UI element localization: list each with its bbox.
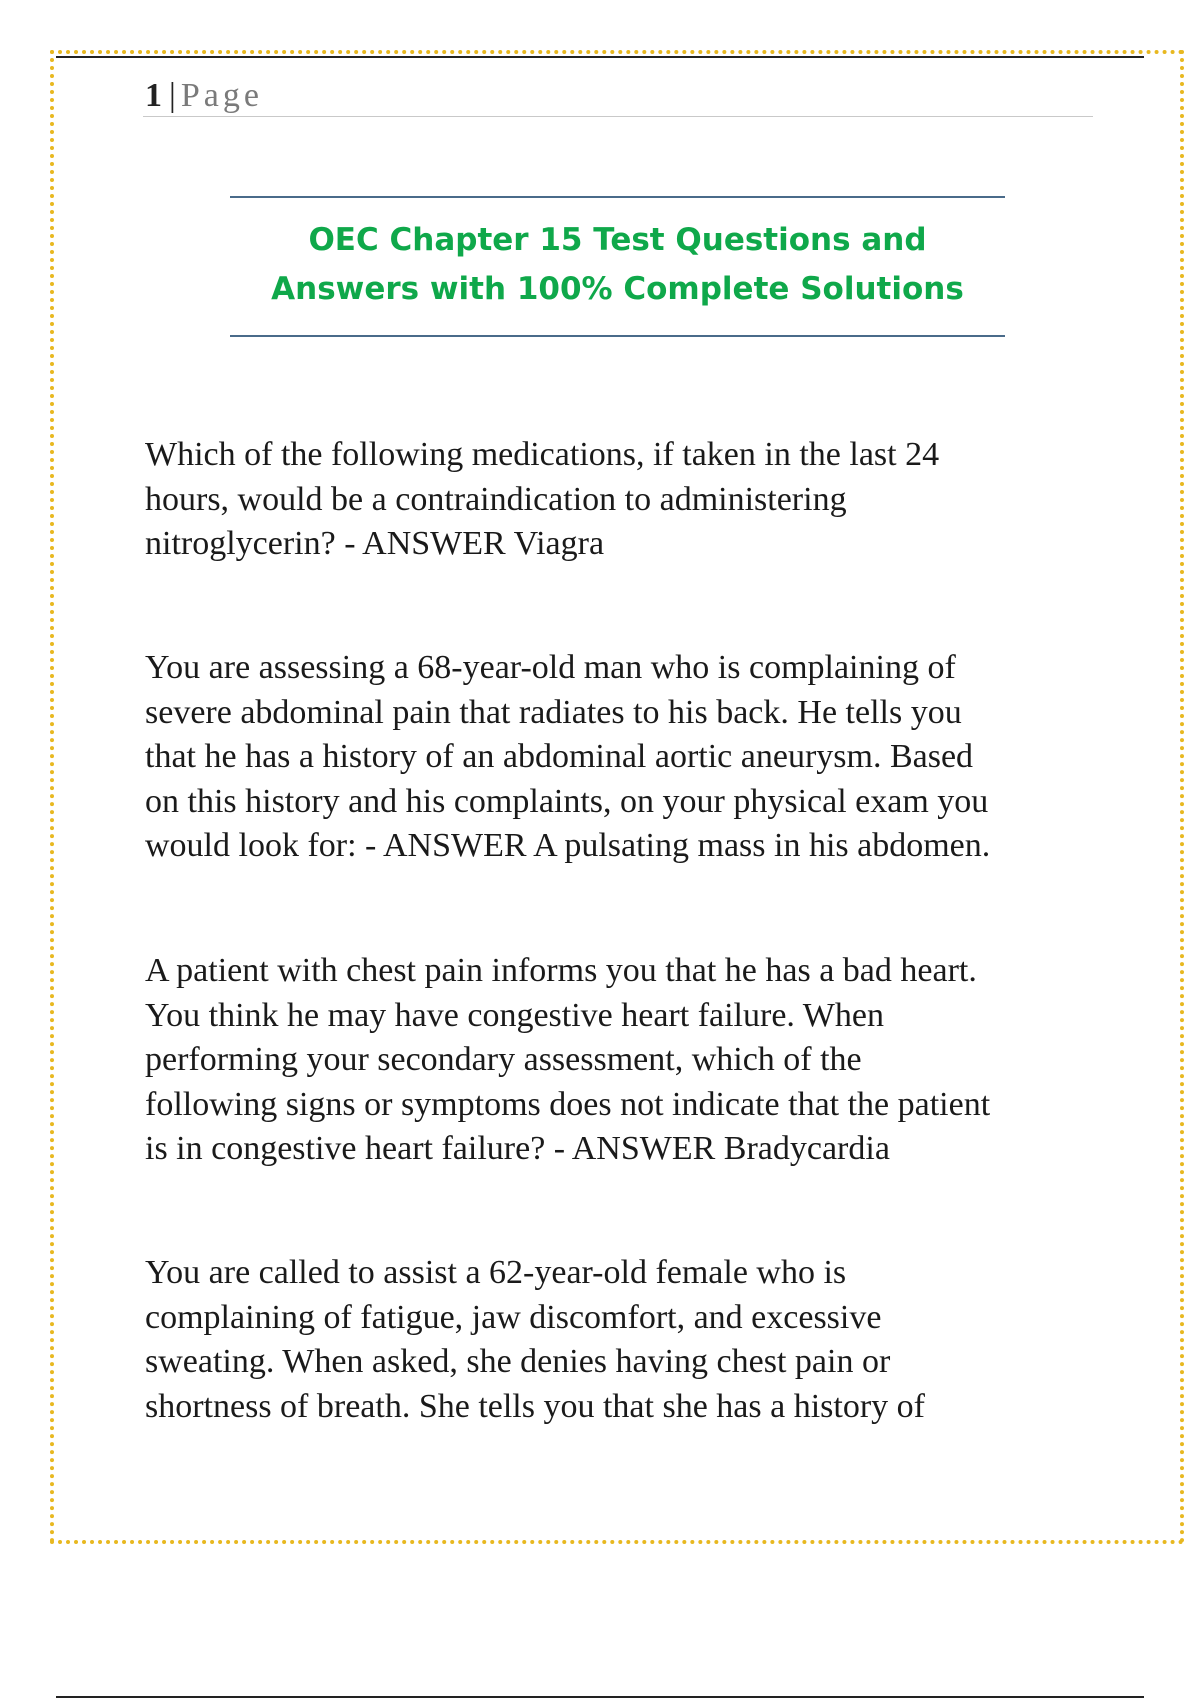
question-2-line-3: that he has a history of an abdominal aortic aneurysm. Based xyxy=(145,738,974,775)
question-4-line-2: complaining of fatigue, jaw discomfort, and excessive xyxy=(145,1298,882,1336)
question-3-line-5: is in congestive heart failure? - ANSWER Bradycardia xyxy=(145,1130,890,1167)
title-rule-bottom xyxy=(230,335,1005,337)
question-4-line-4: shortness of breath. She tells you that she has a history of xyxy=(145,1387,925,1425)
question-3-line-2: You think he may have congestive heart failure. When xyxy=(145,996,884,1034)
question-1-line-2: hours, would be a contraindication to administering xyxy=(145,480,847,518)
page-label: Page xyxy=(180,77,263,114)
question-4-line-3: sweating. When asked, she denies having chest pain or xyxy=(145,1343,891,1380)
title-line-1: OEC Chapter 15 Test Questions and xyxy=(308,222,927,258)
question-3 xyxy=(145,949,1095,1172)
page-number: 1 xyxy=(145,77,163,114)
question-2-line-5: would look for: - ANSWER A pulsating mass in his abdomen. xyxy=(145,827,991,864)
page-separator: | xyxy=(169,77,177,114)
question-3-line-3: performing your secondary assessment, which of the xyxy=(145,1041,862,1078)
question-2-line-4: on this history and his complaints, on your physical exam you xyxy=(145,782,989,820)
top-rule xyxy=(56,56,1144,58)
question-4 xyxy=(145,1251,1095,1429)
question-2-line-2: severe abdominal pain that radiates to his back. He tells you xyxy=(145,693,962,731)
question-3-line-1: A patient with chest pain informs you that he has a bad heart. xyxy=(145,952,977,989)
question-2-line-1: You are assessing a 68-year-old man who is complaining of xyxy=(145,649,956,686)
question-3-line-4: following signs or symptoms does not indicate that the patient xyxy=(145,1085,991,1123)
page-header xyxy=(145,72,263,120)
question-1 xyxy=(145,433,1095,567)
title-rule-top xyxy=(230,196,1005,198)
question-2 xyxy=(145,646,1095,869)
document-title xyxy=(200,216,1035,314)
header-rule xyxy=(143,116,1093,117)
question-1-line-1: Which of the following medications, if taken in the last 24 xyxy=(145,436,940,473)
bottom-rule xyxy=(56,1696,1144,1698)
question-4-line-1: You are called to assist a 62-year-old female who is xyxy=(145,1254,847,1291)
question-1-line-3: nitroglycerin? - ANSWER Viagra xyxy=(145,525,605,562)
title-line-2: Answers with 100% Complete Solutions xyxy=(271,271,964,307)
